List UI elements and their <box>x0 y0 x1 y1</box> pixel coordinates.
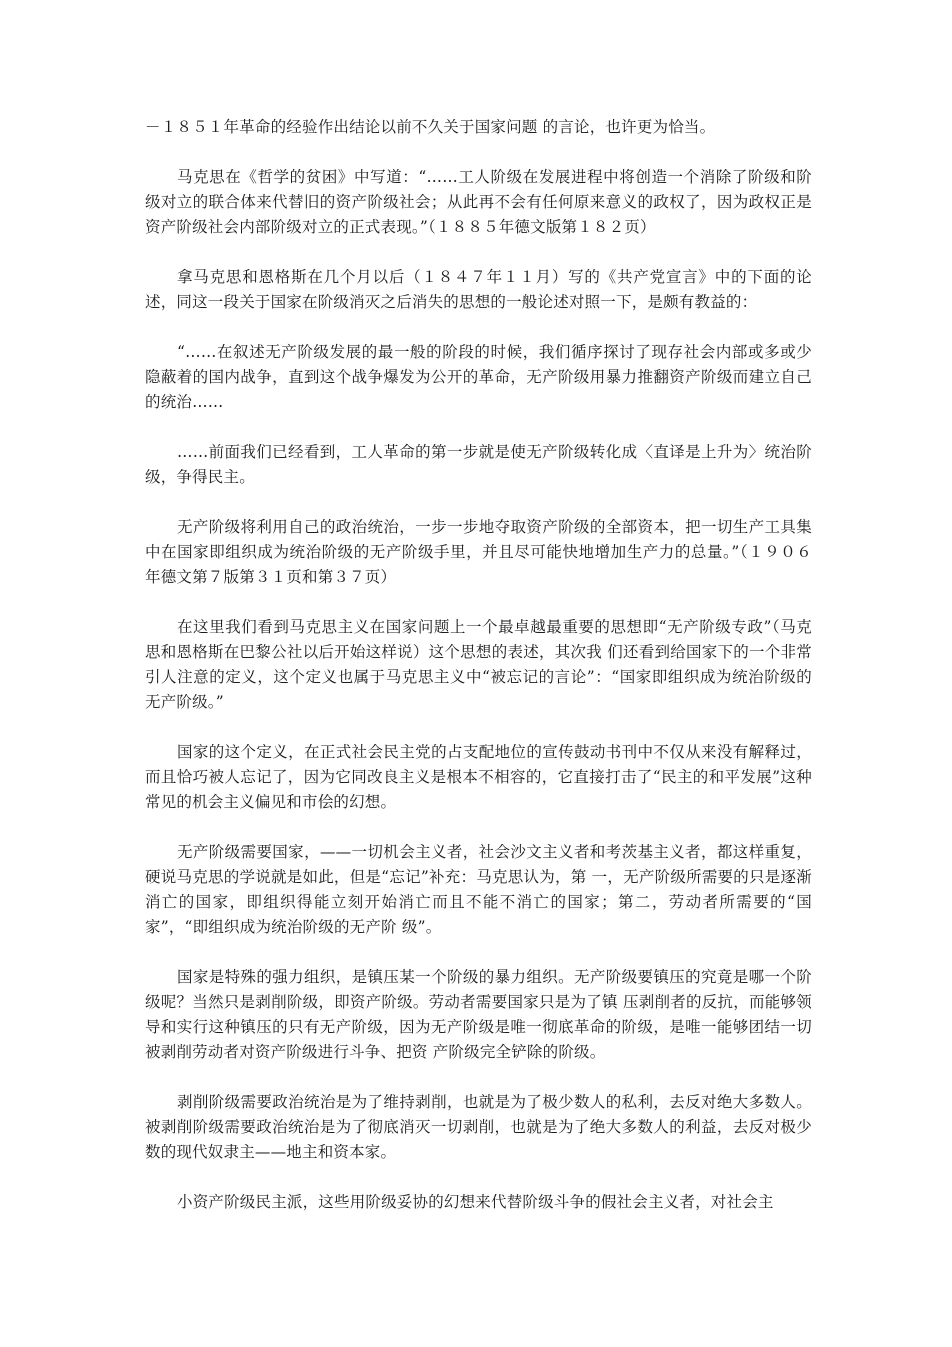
paragraph-5-quote: ……前面我们已经看到，工人革命的第一步就是使无产阶级转化成〈直译是上升为〉统治阶级，争得民主。 <box>145 443 812 486</box>
paragraph-2: 马克思在《哲学的贫困》中写道：“……工人阶级在发展进程中将创造一个消除了阶级和阶级对立的联合体来代替旧的资产阶级社会；从此再不会有任何原来意义的政权了，因为政权正是资产阶级社会内部阶级对立的正式表现。”（１８８５年德文版第１８２页） <box>145 168 812 236</box>
paragraph-7: 在这里我们看到马克思主义在国家问题上一个最卓越最重要的思想即“无产阶级专政”（马克思和恩格斯在巴黎公社以后开始这样说）这个思想的表述，其次我 们还看到给国家下的一个非常引人注意的定义，这个定义也属于马克思主义中“被忘记的言论”：“国家即组织成为统治阶级的无产阶级。” <box>145 618 812 711</box>
paragraph-11: 剥削阶级需要政治统治是为了维持剥削，也就是为了极少数人的私利，去反对绝大多数人。被剥削阶级需要政治统治是为了彻底消灭一切剥削，也就是为了绝大多数人的利益，去反对极少数的现代奴隶主——地主和资本家。 <box>145 1093 812 1161</box>
paragraph-10: 国家是特殊的强力组织，是镇压某一个阶级的暴力组织。无产阶级要镇压的究竟是哪一个阶级呢？当然只是剥削阶级，即资产阶级。劳动者需要国家只是为了镇 压剥削者的反抗，而能够领导和实行这种镇压的只有无产阶级，因为无产阶级是唯一彻底革命的阶级，是唯一能够团结一切被剥削劳动者对资产阶级进行斗争、把资 产阶级完全铲除的阶级。 <box>145 968 812 1061</box>
paragraph-8: 国家的这个定义，在正式社会民主党的占支配地位的宣传鼓动书刊中不仅从来没有解释过，而且恰巧被人忘记了，因为它同改良主义是根本不相容的，它直接打击了“民主的和平发展”这种常见的机会主义偏见和市侩的幻想。 <box>145 743 812 811</box>
paragraph-9: 无产阶级需要国家，——一切机会主义者，社会沙文主义者和考茨基主义者，都这样重复，硬说马克思的学说就是如此，但是“忘记”补充：马克思认为，第 一，无产阶级所需要的只是逐渐消亡的国家，即组织得能立刻开始消亡而且不能不消亡的国家；第二，劳动者所需要的“国家”，“即组织成为统治阶级的无产阶 级”。 <box>145 843 812 936</box>
paragraph-12: 小资产阶级民主派，这些用阶级妥协的幻想来代替阶级斗争的假社会主义者，对社会主 <box>177 1193 774 1211</box>
paragraph-4-quote: “……在叙述无产阶级发展的最一般的阶段的时候，我们循序探讨了现存社会内部或多或少隐蔽着的国内战争，直到这个战争爆发为公开的革命，无产阶级用暴力推翻资产阶级而建立自己的统治…… <box>145 343 812 411</box>
paragraph-6-quote: 无产阶级将利用自己的政治统治，一步一步地夺取资产阶级的全部资本，把一切生产工具集中在国家即组织成为统治阶级的无产阶级手里，并且尽可能快地增加生产力的总量。”（１９０６年德文第７版第３１页和第３７页） <box>145 518 812 586</box>
paragraph-3: 拿马克思和恩格斯在几个月以后（１８４７年１１月）写的《共产党宣言》中的下面的论述，同这一段关于国家在阶级消灭之后消失的思想的一般论述对照一下，是颇有教益的： <box>145 268 812 311</box>
paragraph-1: －１８５１年革命的经验作出结论以前不久关于国家问题 的言论，也许更为恰当。 <box>145 118 716 136</box>
